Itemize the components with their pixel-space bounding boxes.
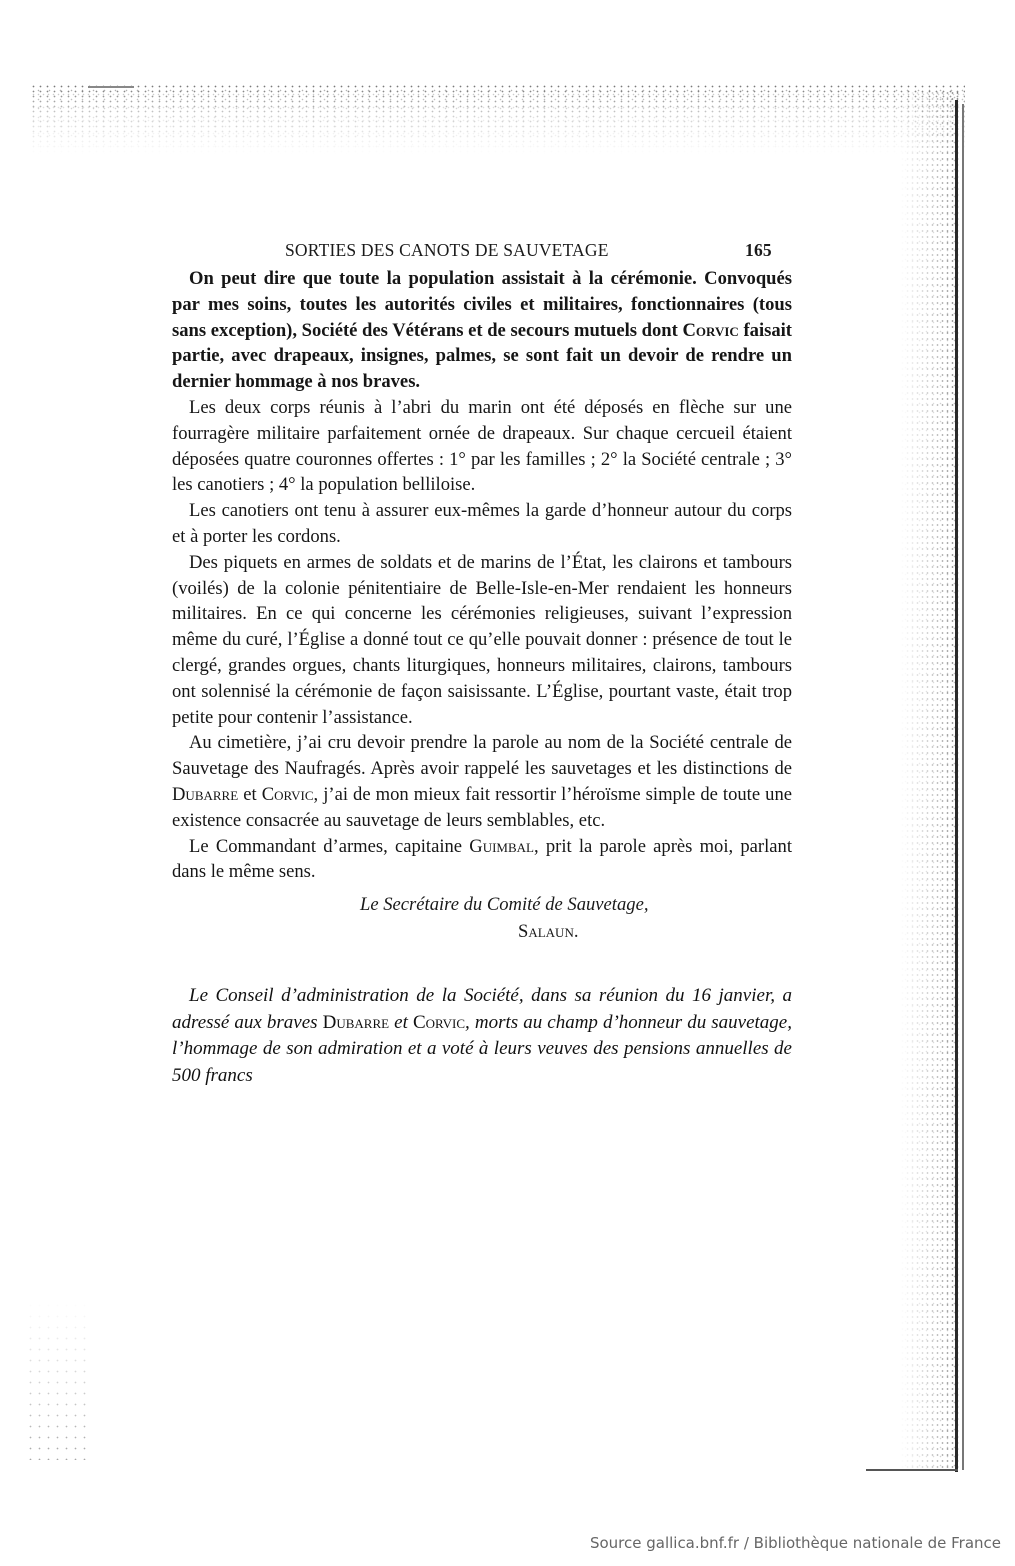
scan-noise-right bbox=[900, 90, 960, 1470]
body-text bbox=[172, 266, 792, 885]
paragraph bbox=[172, 550, 792, 731]
scan-noise-left bbox=[26, 1300, 86, 1460]
paragraph bbox=[172, 730, 792, 833]
text-run: Les deux corps réunis à l’abri du marin ont été déposés en flèche sur une fourragère militaire parfaitement ornée de drapeaux. Sur chaque cercueil étaient déposées quatre couronnes offertes : 1° par les familles ; 2° la Société centrale ; 3° les canotiers ; 4° la population belliloise. bbox=[172, 396, 792, 496]
signature-name: Salaun. bbox=[518, 921, 579, 943]
running-title: SORTIES DES CANOTS DE SAUVETAGE bbox=[285, 240, 609, 260]
proper-name: Corvic bbox=[261, 783, 314, 805]
text-run: Le Commandant d’armes, capitaine bbox=[189, 835, 470, 857]
running-head bbox=[172, 236, 792, 266]
text-run: , prit la parole après moi, parlant dans le même sens. bbox=[172, 835, 792, 883]
page-number: 165 bbox=[745, 240, 772, 260]
proper-name: Corvic bbox=[682, 319, 739, 341]
text-run: , morts au champ d’honneur du sauvetage, l’hommage de son admiration et a voté à leurs veuves des pensions annuelles de 500 francs bbox=[172, 1011, 792, 1086]
council-note bbox=[172, 983, 792, 1089]
scan-mark bbox=[88, 86, 134, 88]
paragraph bbox=[172, 498, 792, 550]
text-run: et bbox=[238, 783, 262, 805]
page-edge-line bbox=[955, 100, 958, 1472]
text-run: Les canotiers ont tenu à assurer eux-mêmes la garde d’honneur autour du corps et à porter les cordons. bbox=[172, 500, 792, 547]
proper-name: Dubarre bbox=[322, 1011, 390, 1033]
text-run: faisait partie, avec drapeaux, insignes, palmes, se sont fait un devoir de rendre un dernier hommage à nos braves. bbox=[172, 319, 792, 393]
council-paragraph bbox=[172, 983, 792, 1089]
proper-name: Corvic bbox=[412, 1011, 466, 1033]
page-edge-bottom bbox=[866, 1469, 958, 1471]
source-credit: Source gallica.bnf.fr / Bibliothèque nationale de France bbox=[589, 1534, 1001, 1552]
signature-role: Le Secrétaire du Comité de Sauvetage, bbox=[360, 894, 649, 916]
text-run: Des piquets en armes de soldats et de marins de l’État, les clairons et tambours (voilés) de la colonie pénitentiaire de Belle-Isle-en-Mer rendaient les honneurs militaires. En ce qui concerne les cérémonies religieuses, suivant l’expression même du curé, l’Église a donné tout ce qu’elle pouvait donner : présence de tout le clergé, grandes orgues, chants liturgiques, honneurs militaires, clairons, tambours ont solennisé la cérémonie de façon saisissante. L’Église, pourtant vaste, était trop petite pour contenir l’assistance. bbox=[172, 551, 792, 728]
text-run: Le Conseil d’administration de la Société, dans sa réunion du 16 janvier, a adressé aux braves bbox=[172, 985, 792, 1033]
paragraph bbox=[172, 834, 792, 886]
text-run: Au cimetière, j’ai cru devoir prendre la parole au nom de la Société centrale de Sauvetage des Naufragés. Après avoir rappelé les sauvetages et les distinctions de bbox=[172, 732, 792, 780]
page-edge-line-secondary bbox=[962, 104, 964, 1470]
paragraph bbox=[172, 395, 792, 498]
paragraph bbox=[172, 266, 792, 395]
text-run: On peut dire que toute la population assistait à la cérémonie. Convoqués par mes soins, toutes les autorités civiles et militaires, fonctionnaires (tous sans exception), Société des Vétérans et de secours mutuels dont bbox=[172, 268, 792, 341]
text-run: et bbox=[389, 1011, 413, 1033]
scan-noise-top bbox=[30, 84, 965, 154]
text-run: , j’ai de mon mieux fait ressortir l’héroïsme simple de toute une existence consacrée au sauvetage de leurs semblables, etc. bbox=[172, 783, 792, 831]
signature-block bbox=[172, 891, 792, 945]
proper-name: Guimbal bbox=[469, 835, 534, 857]
book-page bbox=[172, 236, 792, 1089]
proper-name: Dubarre bbox=[172, 783, 239, 805]
